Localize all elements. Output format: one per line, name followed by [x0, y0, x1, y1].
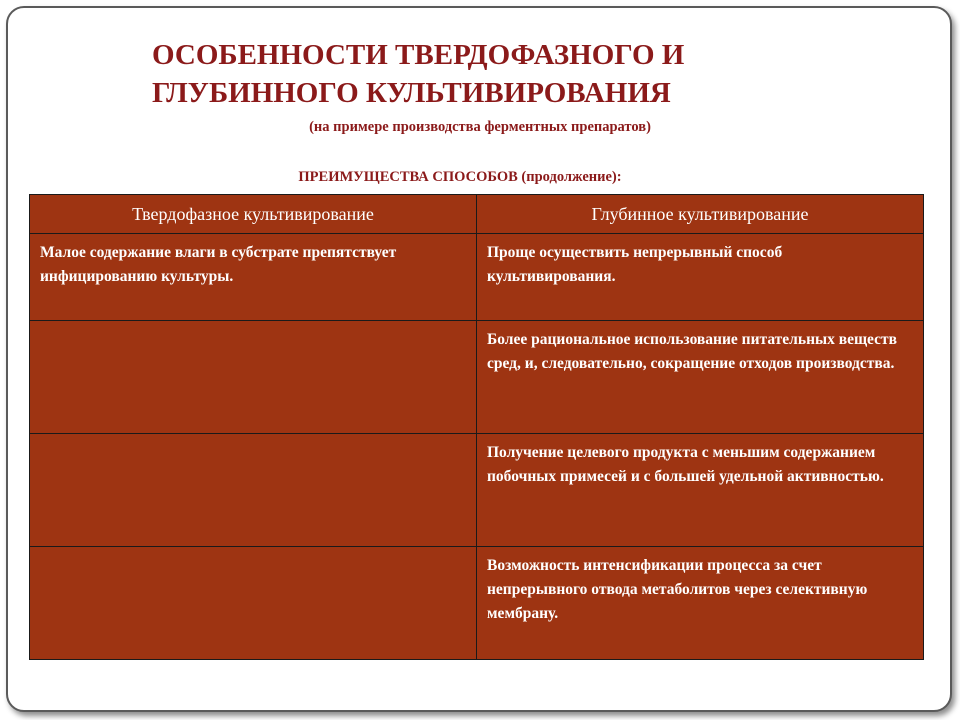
- table-row: [30, 547, 924, 660]
- cell-submerged: Возможность интенсификации процесса за счет непрерывного отвода метаболитов через селективную мембрану.: [477, 547, 924, 660]
- section-heading: ПРЕИМУЩЕСТВА СПОСОБОВ (продолжение):: [298, 169, 622, 185]
- cell-solid-phase: [30, 321, 477, 434]
- header-solid-phase: Твердофазное культивирование: [30, 195, 477, 234]
- table-header-row: [30, 195, 924, 234]
- cell-solid-phase: [30, 434, 477, 547]
- table-row: [30, 321, 924, 434]
- header-submerged: Глубинное культивирование: [477, 195, 924, 234]
- slide-title: ОСОБЕННОСТИ ТВЕРДОФАЗНОГО И ГЛУБИННОГО КУЛЬТИВИРОВАНИЯ: [152, 39, 685, 109]
- slide-subtitle: (на примере производства ферментных препаратов): [309, 119, 651, 135]
- cell-submerged: Получение целевого продукта с меньшим содержанием побочных примесей и с большей удельной активностью.: [477, 434, 924, 547]
- cell-solid-phase: [30, 547, 477, 660]
- table-row: [30, 234, 924, 321]
- advantages-table: [29, 194, 924, 660]
- cell-solid-phase: Малое содержание влаги в субстрате препятствует инфицированию культуры.: [30, 234, 477, 321]
- cell-submerged: Более рациональное использование питательных веществ сред, и, следовательно, сокращение отходов производства.: [477, 321, 924, 434]
- cell-submerged: Проще осуществить непрерывный способ культивирования.: [477, 234, 924, 321]
- table-row: [30, 434, 924, 547]
